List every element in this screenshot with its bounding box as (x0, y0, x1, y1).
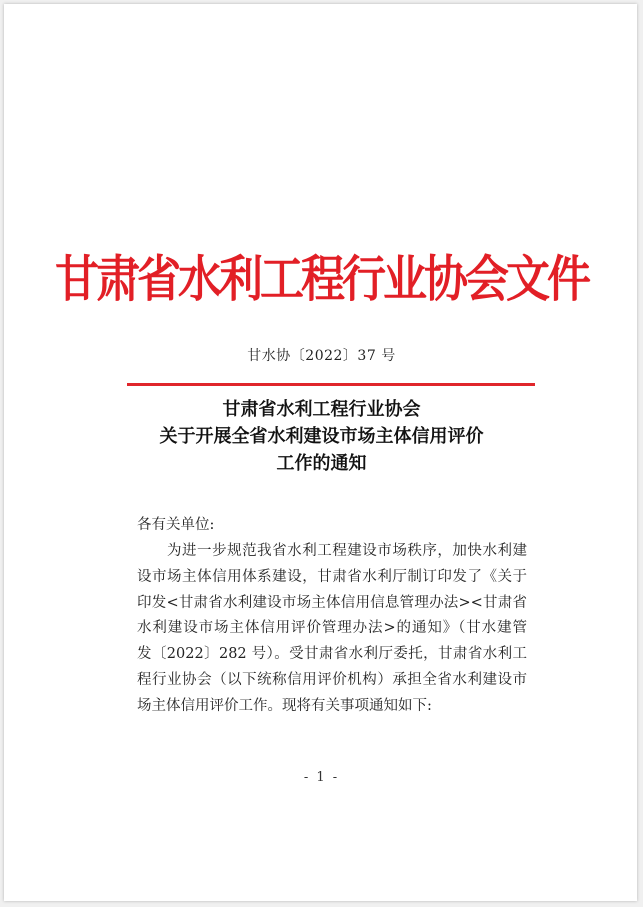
body-line: 水利建设市场主体信用评价管理办法>的通知》（甘水建管 (137, 620, 527, 637)
body-line: 发〔2022〕282 号）。受甘肃省水利厅委托，甘肃省水利工 (137, 646, 527, 663)
body-line: 设市场主体信用体系建设，甘肃省水利厅制订印发了《关于 (137, 568, 527, 585)
notice-title-line: 甘肃省水利工程行业协会 (222, 399, 421, 420)
body-line: 场主体信用评价工作。现将有关事项通知如下: (137, 697, 432, 714)
red-divider-line (127, 383, 535, 386)
notice-title-line: 工作的通知 (276, 453, 367, 474)
body-line: 印发<甘肃省水利建设市场主体信用信息管理办法><甘肃省 (137, 594, 527, 611)
notice-title (0, 396, 643, 477)
notice-title-line: 关于开展全省水利建设市场主体信用评价 (159, 426, 484, 447)
document-header-title: 甘肃省水利工程行业协会文件 (55, 251, 588, 309)
body-line: 为进一步规范我省水利工程建设市场秩序，加快水利建 (167, 543, 527, 559)
document-number: 甘水协〔2022〕37 号 (247, 348, 396, 364)
body-line: 程行业协会（以下统称信用评价机构）承担全省水利建设市 (137, 671, 527, 688)
salutation: 各有关单位: (137, 517, 215, 533)
body-paragraph (137, 539, 527, 720)
page-number: - 1 - (303, 770, 340, 785)
